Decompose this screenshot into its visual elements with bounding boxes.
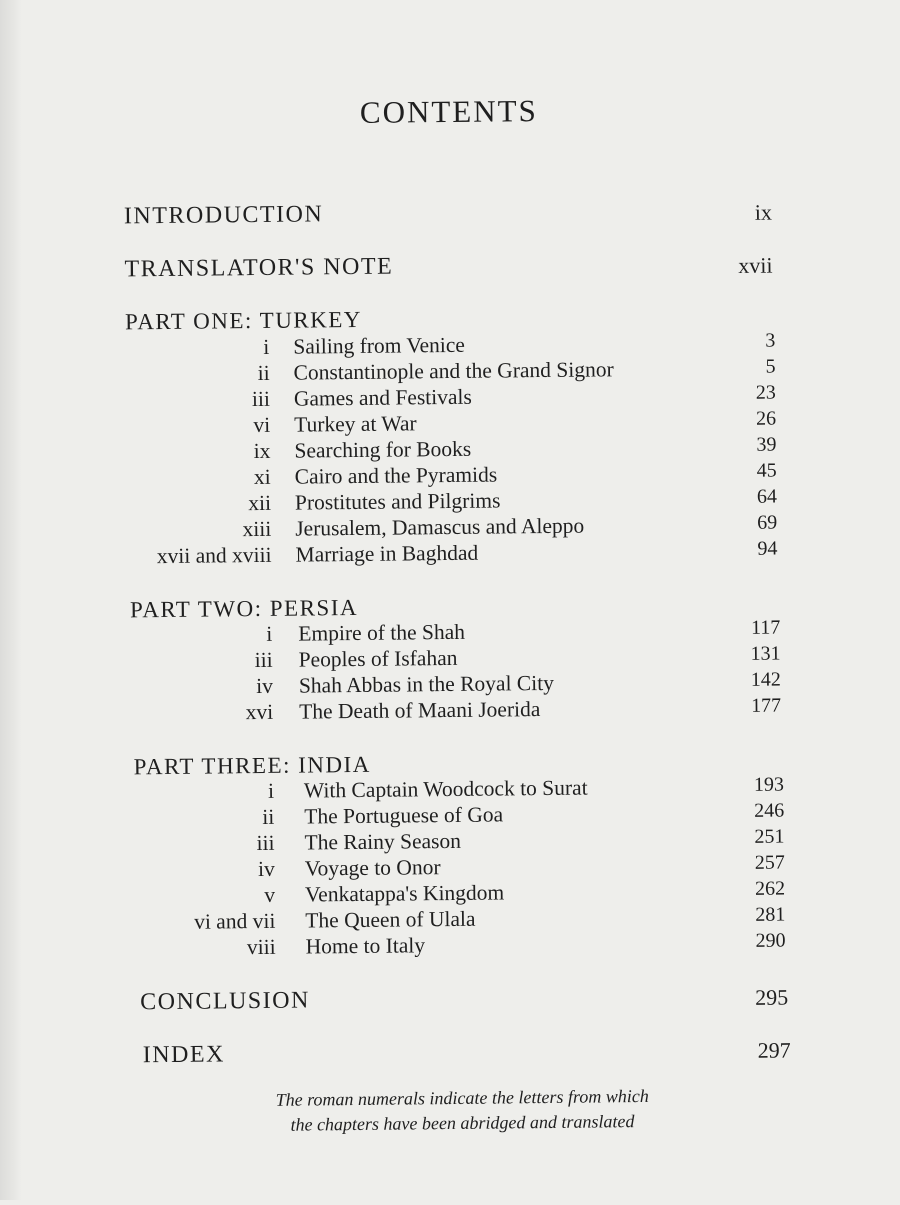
chapter-number: i (266, 621, 273, 646)
chapter-page: 262 (754, 877, 786, 900)
chapter-page: 257 (754, 851, 785, 874)
chapter-title: Sailing from Venice (293, 332, 466, 359)
chapter-title: Constantinople and the Grand Signor (293, 357, 614, 385)
chapter-number: v (264, 882, 276, 907)
chapter-page: 246 (754, 799, 785, 822)
index-page: 297 (757, 1037, 791, 1063)
chapter-page: 131 (750, 642, 781, 665)
chapter-title: The Rainy Season (304, 828, 462, 855)
chapter-number: iii (256, 830, 275, 856)
chapter-number: iii (251, 386, 271, 412)
chapter-page: 23 (755, 381, 776, 404)
conclusion-page: 295 (755, 984, 789, 1010)
chapter-number: i (263, 334, 270, 359)
chapter-title: Searching for Books (294, 436, 472, 463)
chapter-title: With Captain Woodcock to Surat (303, 775, 588, 803)
chapter-page: 117 (750, 616, 781, 639)
chapter-number: xii (248, 490, 272, 516)
chapter-number: xvii and xviii (156, 542, 272, 569)
chapter-number: ix (253, 438, 271, 464)
chapter-title: Cairo and the Pyramids (294, 462, 498, 489)
chapter-number: i (267, 778, 275, 803)
chapter-number: xvi (245, 699, 274, 725)
chapter-title: Jerusalem, Damascus and Aleppo (295, 513, 585, 541)
chapter-title: Marriage in Baghdad (295, 540, 479, 567)
chapter-number: iv (256, 673, 274, 699)
conclusion-label: CONCLUSION (140, 987, 311, 1016)
introduction-page: ix (754, 199, 773, 225)
chapter-title: Prostitutes and Pilgrims (294, 488, 501, 515)
chapter-page: 45 (756, 459, 777, 482)
chapter-number: viii (246, 934, 276, 960)
chapter-page: 290 (755, 929, 786, 952)
introduction-label: INTRODUCTION (123, 201, 324, 230)
chapter-number: xiii (242, 516, 272, 542)
part-heading: PART THREE: INDIA (133, 751, 371, 780)
chapter-page: 142 (750, 668, 781, 691)
chapter-title: The Death of Maani Joerida (299, 697, 541, 724)
footnote-line: The roman numerals indicate the letters from which (275, 1085, 649, 1110)
chapter-number: iv (257, 856, 275, 882)
chapter-title: Venkatappa's Kingdom (304, 880, 505, 907)
chapter-title: Home to Italy (305, 933, 426, 959)
chapter-title: Games and Festivals (293, 384, 472, 411)
chapter-number: ii (257, 360, 270, 386)
translators-note-label: TRANSLATOR'S NOTE (124, 253, 394, 283)
chapter-title: The Portuguese of Goa (304, 802, 504, 829)
chapter-page: 5 (765, 355, 776, 378)
part-heading: PART ONE: TURKEY (124, 306, 363, 335)
chapter-page: 177 (751, 694, 782, 717)
chapter-page: 26 (756, 407, 777, 430)
chapter-title: The Queen of Ulala (305, 906, 476, 933)
chapter-page: 64 (756, 485, 778, 508)
chapter-number: iii (254, 647, 273, 673)
chapter-title: Empire of the Shah (298, 619, 466, 646)
chapter-title: Peoples of Isfahan (298, 645, 458, 672)
chapter-page: 69 (757, 511, 778, 534)
chapter-page: 193 (753, 773, 785, 796)
translators-note-page: xvii (738, 252, 773, 278)
chapter-page: 281 (755, 903, 786, 926)
index-label: INDEX (142, 1041, 226, 1069)
chapter-number: ii (262, 804, 275, 829)
chapter-page: 39 (756, 433, 777, 456)
chapter-title: Voyage to Onor (304, 855, 441, 881)
chapter-page: 3 (765, 329, 776, 352)
chapter-number: vi (253, 412, 271, 438)
chapter-page: 94 (757, 537, 778, 560)
footnote-line: the chapters have been abridged and translated (290, 1111, 635, 1135)
chapter-title: Turkey at War (294, 411, 417, 437)
chapter-page: 251 (754, 825, 785, 848)
chapter-number: vi and vii (194, 908, 276, 934)
part-heading: PART TWO: PERSIA (129, 594, 359, 623)
page-title: CONTENTS (359, 93, 539, 130)
footnote (5, 1081, 900, 1140)
chapter-title: Shah Abbas in the Royal City (298, 670, 555, 698)
chapter-number: xi (253, 464, 271, 490)
